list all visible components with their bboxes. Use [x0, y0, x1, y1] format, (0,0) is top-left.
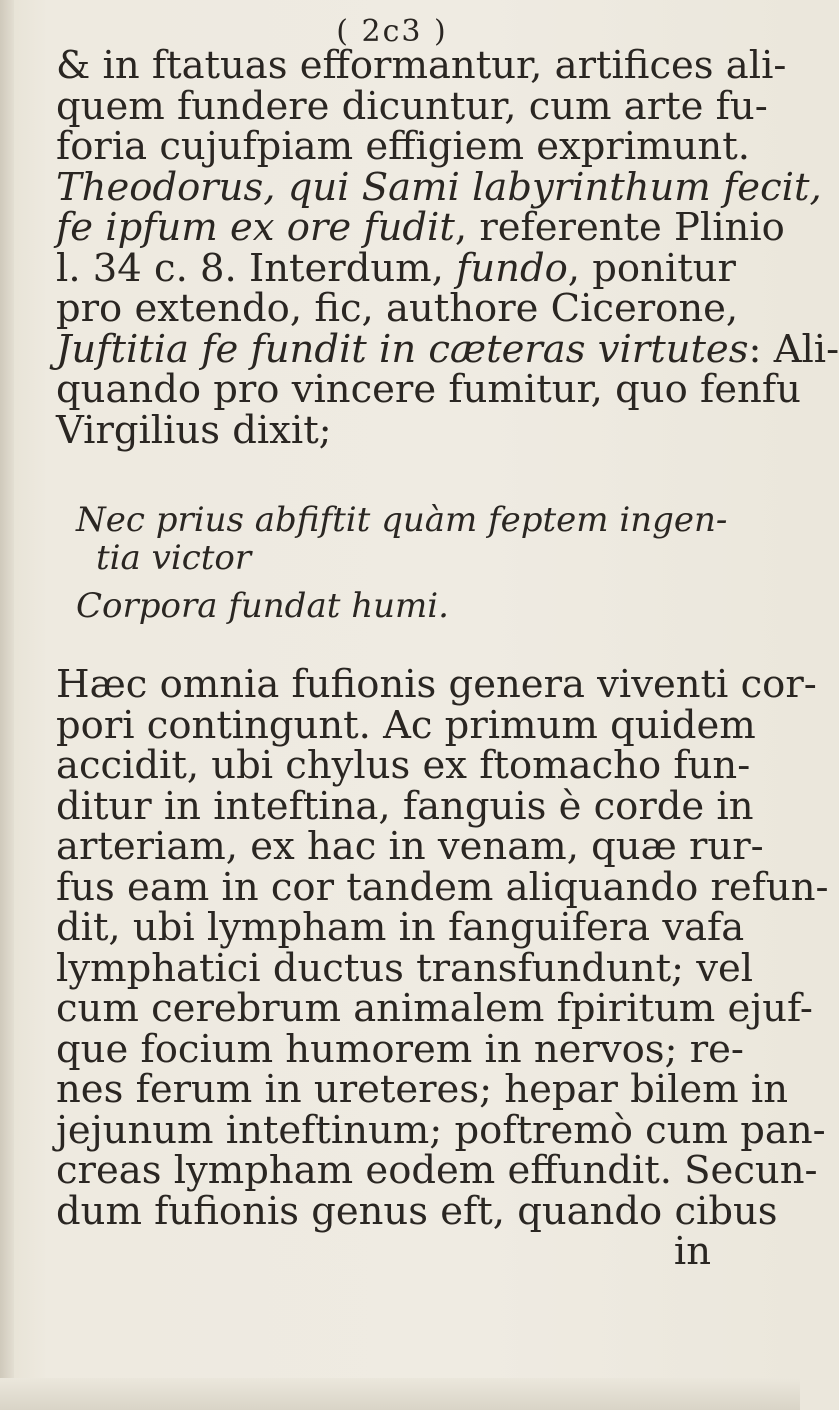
text-line: jejunum inteftinum; poftremò cum pan-: [56, 1107, 826, 1153]
roman-text: Virgilius dixit;: [56, 407, 332, 453]
paragraph-1: [56, 43, 839, 453]
text-line: [56, 367, 801, 412]
roman-text: , referente Plinio: [454, 205, 785, 250]
roman-text: : Ali-: [748, 326, 839, 372]
verse-line-2: tia victor: [96, 538, 252, 578]
text-line: [56, 326, 839, 372]
text-line: accidit, ubi chylus ex ftomacho fun-: [56, 743, 751, 788]
text-line: Hæc omnia fufionis genera viventi cor-: [56, 662, 817, 707]
text-line: ditur in inteftina, fanguis è corde in: [56, 783, 754, 829]
text-line: [56, 286, 796, 331]
text-line: [56, 205, 796, 250]
roman-text: & in ftatuas efformantur, artifices ali-: [56, 43, 787, 88]
roman-text: l. 34 c. 8. Interdum,: [56, 245, 457, 291]
verse-line-3: Corpora fundat humi.: [76, 586, 449, 626]
italic-text: Theodorus, qui Sami labyrinthum fecit,: [56, 164, 822, 210]
text-line: arteriam, ex hac in venam, quæ rur-: [56, 824, 764, 869]
text-line: [56, 407, 796, 453]
page-bottom-edge: [0, 1378, 800, 1410]
verse-quotation: [56, 501, 796, 625]
italic-text: Juftitia fe fundit in cæteras virtutes: [56, 326, 749, 372]
text-line: [56, 124, 796, 169]
text-line: [56, 245, 796, 291]
italic-text: fundo: [456, 245, 568, 291]
page-gutter-shadow: [0, 0, 14, 1410]
text-line: [56, 83, 796, 129]
roman-text: foria cujufpiam effigiem exprimunt.: [56, 124, 750, 169]
text-line: fus eam in cor tandem aliquando refun-: [56, 864, 829, 910]
text-line: [56, 164, 822, 210]
text-line: [56, 43, 796, 88]
roman-text: quando pro vincere fumitur, quo fenfu: [56, 367, 801, 412]
text-line: dit, ubi lympham in fanguifera vafa: [56, 905, 745, 950]
roman-text: quem fundere dicuntur, cum arte fu-: [56, 83, 768, 129]
page-number: ( 2c3 ): [336, 14, 448, 49]
roman-text: pro extendo, fic, authore Cicerone,: [56, 286, 739, 331]
text-line: que focium humorem in nervos; re-: [56, 1026, 744, 1072]
text-line: pori contingunt. Ac primum quidem: [56, 702, 756, 748]
text-body: [56, 43, 839, 1274]
text-line: dum fufionis genus eft, quando cibus: [56, 1188, 778, 1234]
paragraph-2: [56, 662, 829, 1234]
text-line: lymphatici ductus transfundunt; vel: [56, 945, 754, 991]
text-line: cum cerebrum animalem fpiritum ejuf-: [56, 986, 813, 1031]
text-line: creas lympham eodem effundit. Secun-: [56, 1148, 818, 1193]
text-line: nes ferum in ureteres; hepar bilem in: [56, 1067, 789, 1112]
roman-text: , ponitur: [567, 245, 736, 291]
verse-line-1: Nec prius abfiftit quàm feptem ingen-: [76, 500, 728, 540]
italic-text: fe ipfum ex ore fudit: [56, 205, 455, 250]
catchword: in: [673, 1229, 711, 1274]
